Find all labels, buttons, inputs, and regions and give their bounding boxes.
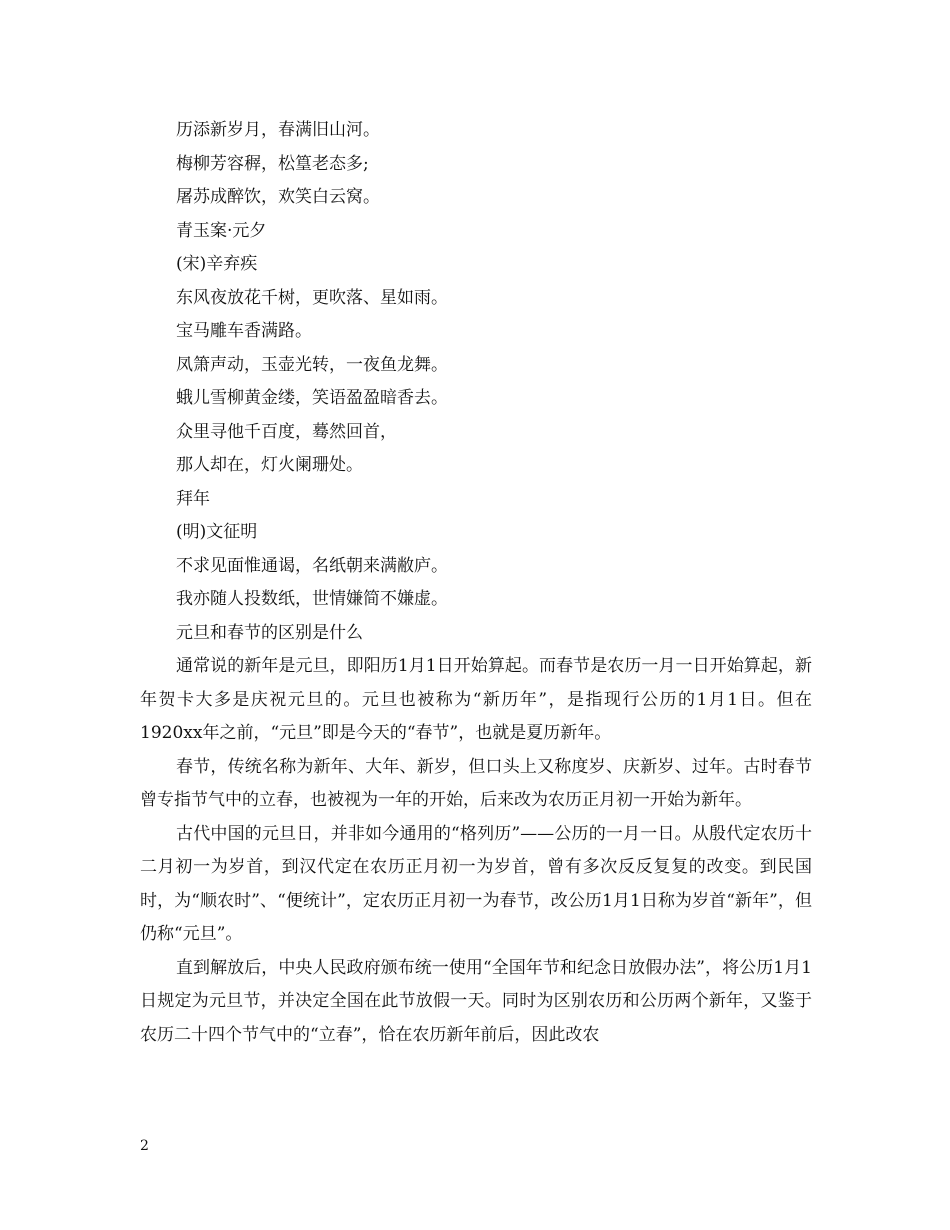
poem-author: (宋)辛弃疾 (176, 254, 258, 274)
poem-line: 蛾儿雪柳黄金缕，笑语盈盈暗香去。 (176, 388, 448, 408)
paragraph: 春节，传统名称为新年、大年、新岁，但口头上又称度岁、庆新岁、过年。古时春节曾专指节气中的立春，也被视为一年的开始，后来改为农历正月初一开始为新年。 (140, 756, 812, 810)
paragraph: 古代中国的元旦日，并非如今通用的“格列历”——公历的一月一日。从殷代定农历十二月初一为岁首，到汉代定在农历正月初一为岁首，曾有多次反反复复的改变。到民国时，为“顺农时”、“便统计”，定农历正月初一为春节，改公历1月1日称为岁首“新年”，但仍称“元旦”。 (140, 823, 812, 944)
poem-line: 宝马雕车香满路。 (176, 321, 312, 341)
poem-line: 东风夜放花千树，更吹落、星如雨。 (176, 287, 448, 308)
poem-line: 众里寻他千百度，蓦然回首， (176, 421, 397, 442)
poem-title: 青玉案·元夕 (176, 220, 267, 241)
poem-line: 历添新岁月，春满旧山河。 (176, 120, 380, 140)
poem-line: 梅柳芳容稺，松篁老态多; (176, 153, 369, 174)
paragraph: 通常说的新年是元旦，即阳历1月1日开始算起。而春节是农历一月一日开始算起，新年贺卡大多是庆祝元旦的。元旦也被称为“新历年”，是指现行公历的1月1日。但在1920xx年之前，“元旦”即是今天的“春节”，也就是夏历新年。 (140, 656, 812, 743)
poem-line: 那人却在，灯火阑珊处。 (176, 455, 363, 475)
paragraph: 直到解放后，中央人民政府颁布统一使用“全国年节和纪念日放假办法”，将公历1月1日规定为元旦节，并决定全国在此节放假一天。同时为区别农历和公历两个新年，又鉴于农历二十四个节气中的“立春”，恰在农历新年前后，因此改农 (140, 957, 812, 1045)
page-number: 2 (140, 1138, 149, 1154)
poem-line: 我亦随人投数纸，世情嫌简不嫌虚。 (176, 589, 448, 609)
poem-title: 拜年 (176, 488, 210, 509)
poem-line: 屠苏成醉饮，欢笑白云窝。 (176, 187, 380, 207)
document-body (140, 114, 812, 1052)
poem-line: 不求见面惟通谒，名纸朝来满敝庐。 (176, 555, 448, 576)
poem-author: (明)文征明 (176, 522, 258, 542)
section-heading: 元旦和春节的区别是什么 (176, 622, 363, 643)
poem-line: 凤箫声动，玉壶光转，一夜鱼龙舞。 (176, 354, 448, 375)
